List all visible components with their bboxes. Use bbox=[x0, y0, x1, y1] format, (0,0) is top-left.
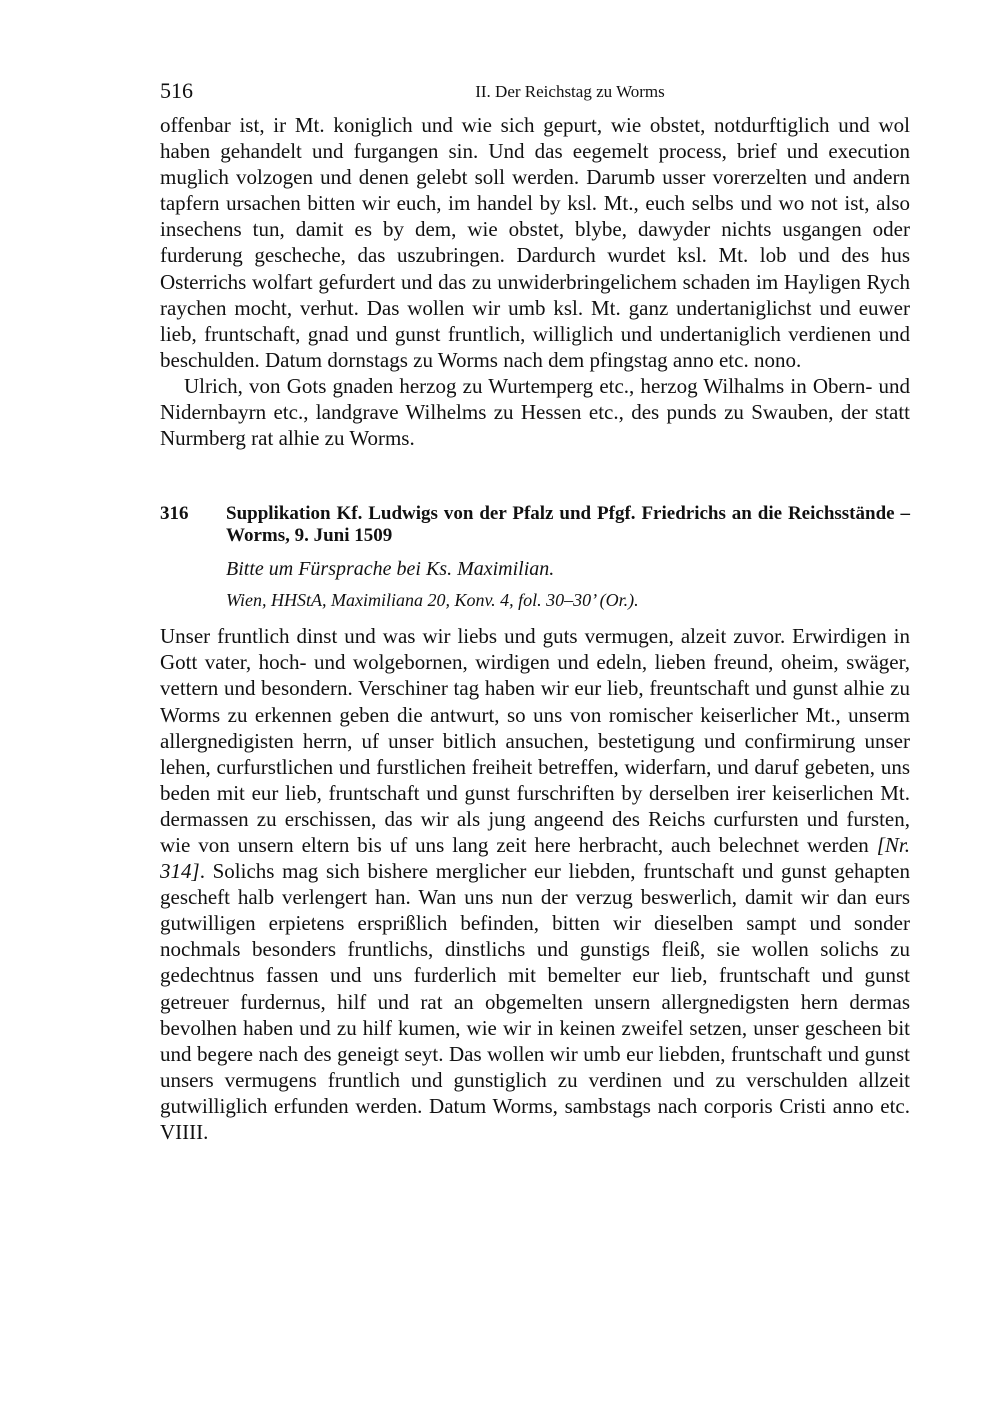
document-heading bbox=[160, 503, 910, 547]
page-number: 516 bbox=[160, 78, 193, 103]
document-text-part2: . Solichs mag sich bishere merglicher eur liebden, fruntschaft und gunst gehapten gescheft halb verlengert han. Wan uns nun der verzug beswerlich, damit wir dan eurs gutwilligen erpietens ersprißlich befinden, bitten wir dieselben sampt und sonder nochmals besonders fruntlichs, dinstlichs und gunstigs fleiß, sie wollen solichs zu gedechtnus fassen und uns furderlich mit bemelter eur lieb, fruntschaft und gunst getreuer furdernus, hilf und rat an obgemelten unsern allergnedigsten hern dermas bevolhen haben und zu hilf kumen, wie wir in keinen zweifel setzen, unser gescheen bit und begere nach des geneigt seyt. Das wollen wir umb eur liebden, fruntschaft und gunst unsers vermugens fruntlich und gunstiglich zu verdinen und zu verschulden allzeit gutwilliglich erfunden werden. Datum Worms, sambstags nach corporis Cristi anno etc. VIIII. bbox=[160, 859, 910, 1144]
document-text-part1: Unser fruntlich dinst und was wir liebs und guts vermugen, alzeit zuvor. Erwirdigen in Gott vater, hoch- und wolgebornen, wirdigen und edeln, lieben freund, oheim, swäger, vettern und besondern. Verschiner tag haben wir eur lieb, freuntschaft und gunst alhie zu Worms zu erkennen geben die antwurt, so uns von romischer keiserlicher Mt., unserm allergnedigisten herrn, uf unser bitlich ansuchen, bestetigung und confirmirung unser lehen, curfurstlichen und furstlichen freiheit betreffen, widerfarn, und daruf gebeten, uns beden mit eur lieb, fruntschaft und gunst furschriften by derselben irer keiserlichen Mt. dermassen zu erschissen, das wir als jung angeend des Reichs curfursten und fursten, wie von unsern eltern bis uf uns lang zeit here herbracht, auch belechnet werden bbox=[160, 624, 910, 857]
continued-paragraph: offenbar ist, ir Mt. koniglich und wie sich gepurt, wie obstet, notdurftiglich und wol haben gehandelt und furgangen sin. Und das eegemelt process, brief und execution muglich volzogen und denen gelebt soll werden. Darumb usser vorerzelten und andern tapfern ursachen bitten wir euch, im handel by ksl. Mt., euch selbs und wo not ist, also insechens tun, damit es by dem, wie obstet, blybe, dawyder nichts usgangen oder furderung gescheche, das uszubringen. Dardurch wurdet ksl. Mt. lob und des hus Osterrichs wolfart gefurdert und das zu unwiderbringelichem schaden im Hayligen Rych raychen mocht, verhut. Das wollen wir umb ksl. Mt. ganz undertaniglichst und euwer lieb, fruntschaft, gnad und gunst fruntlich, williglich und undertaniglich verdienen und beschulden. Datum dornstags zu Worms nach dem pfingstag anno etc. nono. bbox=[160, 113, 910, 372]
document-title: Supplikation Kf. Ludwigs von der Pfalz und Pfgf. Friedrichs an die Reichsstände – Worms, 9. Juni 1509 bbox=[226, 503, 910, 547]
signatories-paragraph: Ulrich, von Gots gnaden herzog zu Wurtemperg etc., herzog Wilhalms in Obern- und Nidernbayrn etc., landgrave Wilhelms zu Hessen etc., des punds zu Swauben, der statt Nurmberg rat alhie zu Worms. bbox=[160, 373, 910, 451]
running-title: II. Der Reichstag zu Worms bbox=[475, 82, 665, 101]
document-text bbox=[160, 623, 910, 1145]
document-source: Wien, HHStA, Maximiliana 20, Konv. 4, fol. 30–30’ (Or.). bbox=[226, 590, 639, 611]
page-content bbox=[160, 78, 910, 1145]
document-number: 316 bbox=[160, 503, 189, 525]
document-cross-reference: [Nr. 314] bbox=[160, 832, 910, 884]
running-head bbox=[160, 78, 910, 112]
document-regest: Bitte um Fürsprache bei Ks. Maximilian. bbox=[226, 558, 555, 581]
